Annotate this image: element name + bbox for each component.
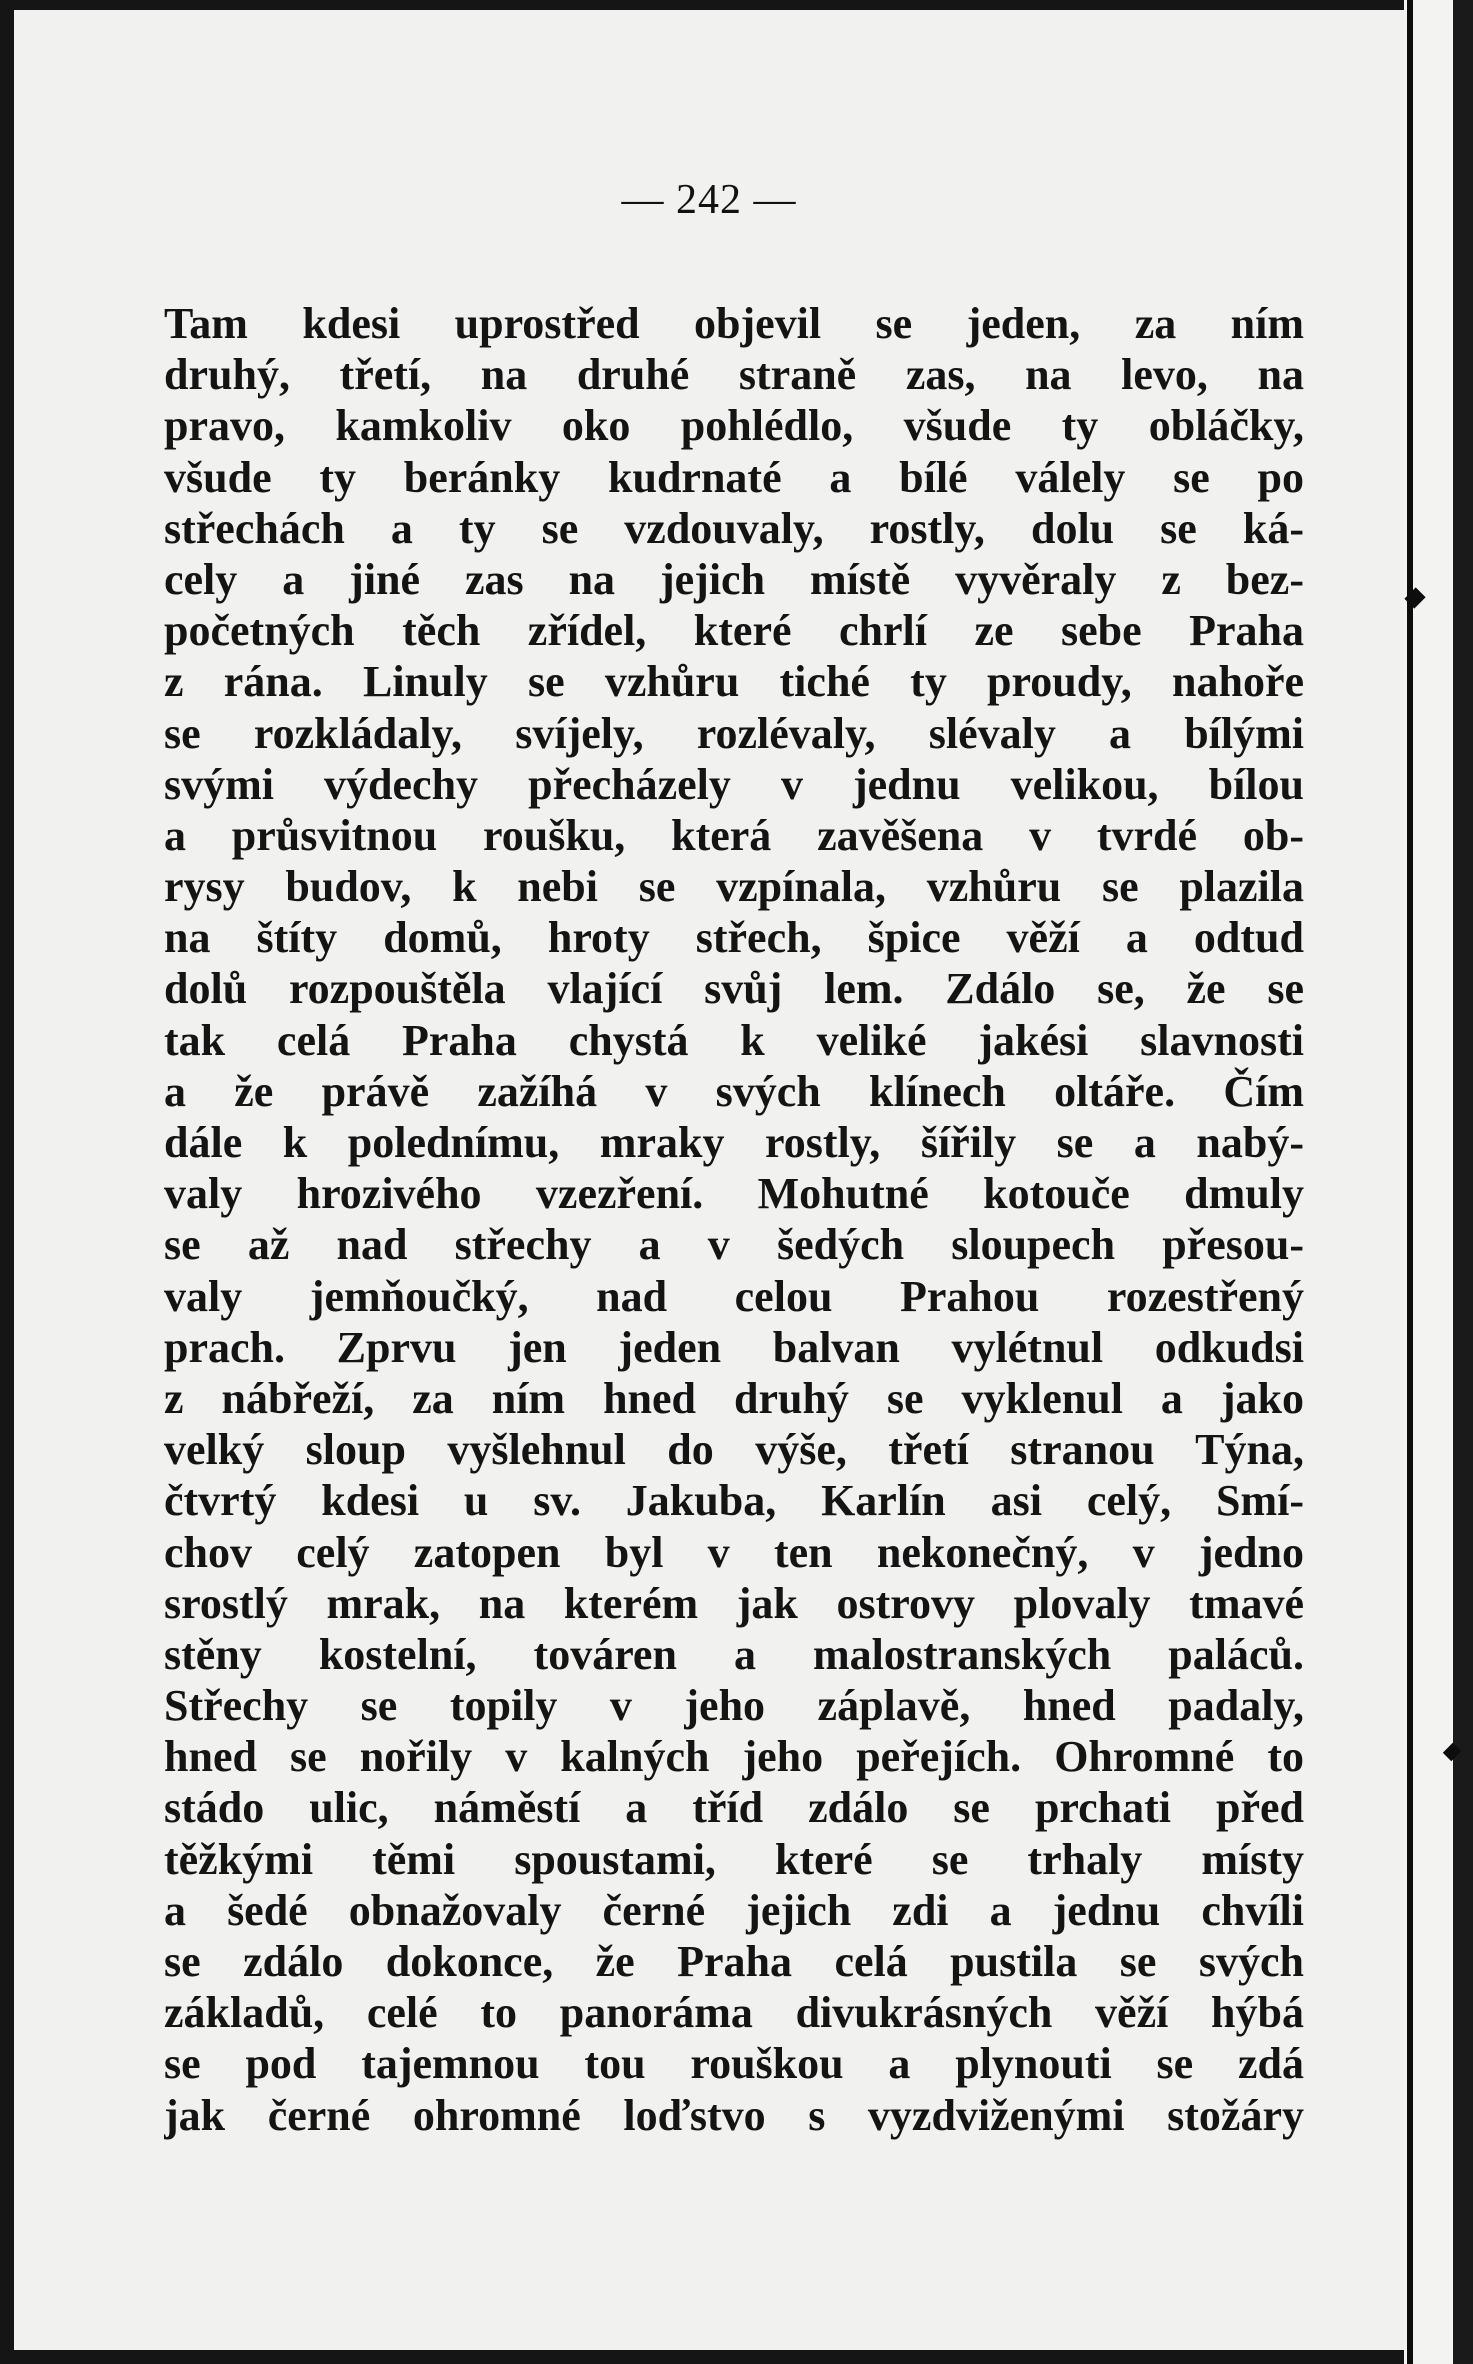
- text-line: střechách a ty se vzdouvaly, rostly, dolu se ká-: [164, 503, 1304, 553]
- text-line: srostlý mrak, na kterém jak ostrovy plovaly tmavé: [164, 1578, 1304, 1628]
- text-line: na štíty domů, hroty střech, špice věží a odtud: [164, 913, 1304, 963]
- text-line: cely a jiné zas na jejich místě vyvěraly z bez-: [164, 554, 1304, 604]
- text-line: dále k polednímu, mraky rostly, šířily se a nabý-: [164, 1118, 1304, 1167]
- text-line: z rána. Linuly se vzhůru tiché ty proudy, nahoře: [164, 657, 1304, 707]
- page-sheet: [14, 10, 1404, 2350]
- text-line: se až nad střechy a v šedých sloupech přesou-: [164, 1220, 1304, 1270]
- text-line: Střechy se topily v jeho záplavě, hned padaly,: [164, 1681, 1304, 1731]
- text-line: valy hrozivého vzezření. Mohutné kotouče dmuly: [164, 1169, 1304, 1219]
- text-line: se pod tajemnou tou rouškou a plynouti se zdá: [164, 2039, 1304, 2089]
- text-line: svými výdechy přecházely v jednu velikou, bílou: [164, 759, 1304, 809]
- text-line: Tam kdesi uprostřed objevil se jeden, za ním: [164, 299, 1304, 348]
- body-text: [164, 298, 1304, 2141]
- text-line: se rozkládaly, svíjely, rozlévaly, slévaly a bílými: [164, 708, 1304, 758]
- page-number: — 242 —: [621, 177, 797, 223]
- text-line: chov celý zatopen byl v ten nekonečný, v jedno: [164, 1527, 1304, 1577]
- text-line: základů, celé to panoráma divukrásných věží hýbá: [164, 1988, 1304, 2038]
- text-line: velký sloup vyšlehnul do výše, třetí stranou Týna,: [164, 1425, 1304, 1475]
- text-line: dolů rozpouštěla vlající svůj lem. Zdálo se, že se: [164, 964, 1304, 1014]
- text-line: rysy budov, k nebi se vzpínala, vzhůru se plazila: [164, 862, 1304, 912]
- text-line: všude ty beránky kudrnaté a bílé válely se po: [164, 452, 1304, 502]
- text-line: pravo, kamkoliv oko pohlédlo, všude ty obláčky,: [164, 401, 1304, 451]
- text-line: a průsvitnou roušku, která zavěšena v tvrdé ob-: [164, 810, 1304, 860]
- text-line: a že právě zažíhá v svých klínech oltáře. Čím: [164, 1066, 1304, 1116]
- text-line: početných těch zřídel, které chrlí ze sebe Praha: [164, 606, 1304, 656]
- text-line: z nábřeží, za ním hned druhý se vyklenul a jako: [164, 1373, 1304, 1423]
- text-line: druhý, třetí, na druhé straně zas, na levo, na: [164, 350, 1304, 400]
- text-line: tak celá Praha chystá k veliké jakési slavnosti: [164, 1015, 1304, 1065]
- text-line: čtvrtý kdesi u sv. Jakuba, Karlín asi celý, Smí-: [164, 1476, 1304, 1526]
- scan-border: [1453, 0, 1473, 2364]
- text-line: valy jemňoučký, nad celou Prahou rozestřený: [164, 1271, 1304, 1321]
- binding-shadow: [1407, 0, 1413, 2364]
- text-line: stěny kostelní, továren a malostranských paláců.: [164, 1629, 1304, 1679]
- text-line: hned se nořily v kalných jeho peřejích. Ohromné to: [164, 1732, 1304, 1782]
- text-line: se zdálo dokonce, že Praha celá pustila se svých: [164, 1937, 1304, 1986]
- text-line: a šedé obnažovaly černé jejich zdi a jednu chvíli: [164, 1885, 1304, 1935]
- text-line: těžkými těmi spoustami, které se trhaly místy: [164, 1834, 1304, 1884]
- text-line: jak černé ohromné loďstvo s vyzdviženými stožáry: [164, 2090, 1304, 2140]
- text-line: stádo ulic, náměstí a tříd zdálo se prchati před: [164, 1783, 1304, 1833]
- text-line: prach. Zprvu jen jeden balvan vylétnul odkudsi: [164, 1322, 1304, 1372]
